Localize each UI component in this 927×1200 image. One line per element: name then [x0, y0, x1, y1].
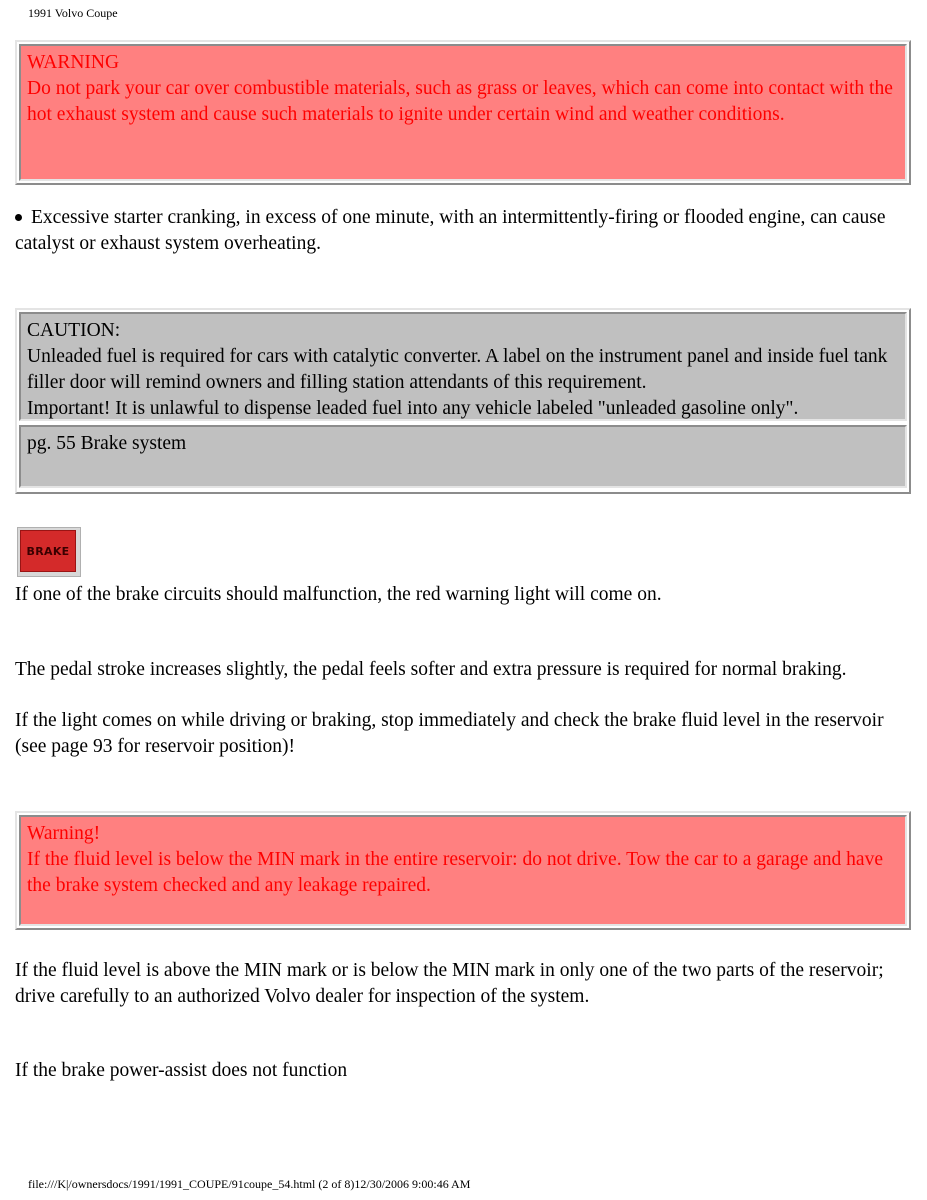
- warning-fluid-title: Warning!: [27, 823, 101, 844]
- warning-fluid-text: If the fluid level is below the MIN mark in the entire reservoir: do not drive. Tow the car to a garage and have the brake system checked and any leakage repaired.: [27, 849, 883, 896]
- bullet-icon: [15, 214, 22, 221]
- brake-warning-icon: [17, 527, 81, 577]
- brake-light-text: If one of the brake circuits should malfunction, the red warning light will come on.: [15, 584, 662, 605]
- warning-exhaust-text: Do not park your car over combustible materials, such as grass or leaves, which can come into contact with the hot exhaust system and cause such materials to ignite under certain wind and weather conditions.: [27, 78, 893, 125]
- warning-exhaust-cell: [19, 44, 907, 181]
- power-assist-heading: If the brake power-assist does not function: [15, 1060, 348, 1081]
- caution-fuel-line1: Unleaded fuel is required for cars with catalytic converter. A label on the instrument panel and inside fuel tank filler door will remind owners and filling station attendants of this requirement.: [27, 346, 888, 393]
- bullet-cranking-text: Excessive starter cranking, in excess of one minute, with an intermittently-firing or flooded engine, can cause catalyst or exhaust system overheating.: [15, 207, 886, 254]
- bullet-cranking-item: [15, 205, 895, 257]
- caution-fuel-box: [15, 308, 911, 494]
- brake-icon-label: BRAKE: [26, 544, 70, 558]
- pedal-text-1: The pedal stroke increases slightly, the pedal feels softer and extra pressure is required for normal braking.: [15, 659, 847, 680]
- warning-exhaust-title: WARNING: [27, 52, 120, 73]
- warning-fluid-box: [15, 811, 911, 930]
- caution-fuel-cell: [19, 312, 907, 421]
- caution-fuel-title: CAUTION:: [27, 320, 121, 341]
- brake-warning-lamp: [20, 530, 76, 572]
- page-heading: pg. 55 Brake system: [27, 433, 187, 454]
- warning-exhaust-box: [15, 40, 911, 185]
- caution-fuel-line2: Important! It is unlawful to dispense leaded fuel into any vehicle labeled "unleaded gasoline only".: [27, 398, 799, 419]
- fluid-above-text: If the fluid level is above the MIN mark or is below the MIN mark in only one of the two parts of the reservoir; drive carefully to an authorized Volvo dealer for inspection of the system.: [15, 960, 884, 1007]
- page-heading-cell: [19, 425, 907, 488]
- pedal-text-2: If the light comes on while driving or braking, stop immediately and check the brake fluid level in the reservoir (see page 93 for reservoir position)!: [15, 710, 884, 757]
- page-footer: file:///K|/ownersdocs/1991/1991_COUPE/91coupe_54.html (2 of 8)12/30/2006 9:00:46 AM: [28, 1177, 471, 1191]
- page-header: 1991 Volvo Coupe: [28, 6, 118, 20]
- warning-fluid-cell: [19, 815, 907, 926]
